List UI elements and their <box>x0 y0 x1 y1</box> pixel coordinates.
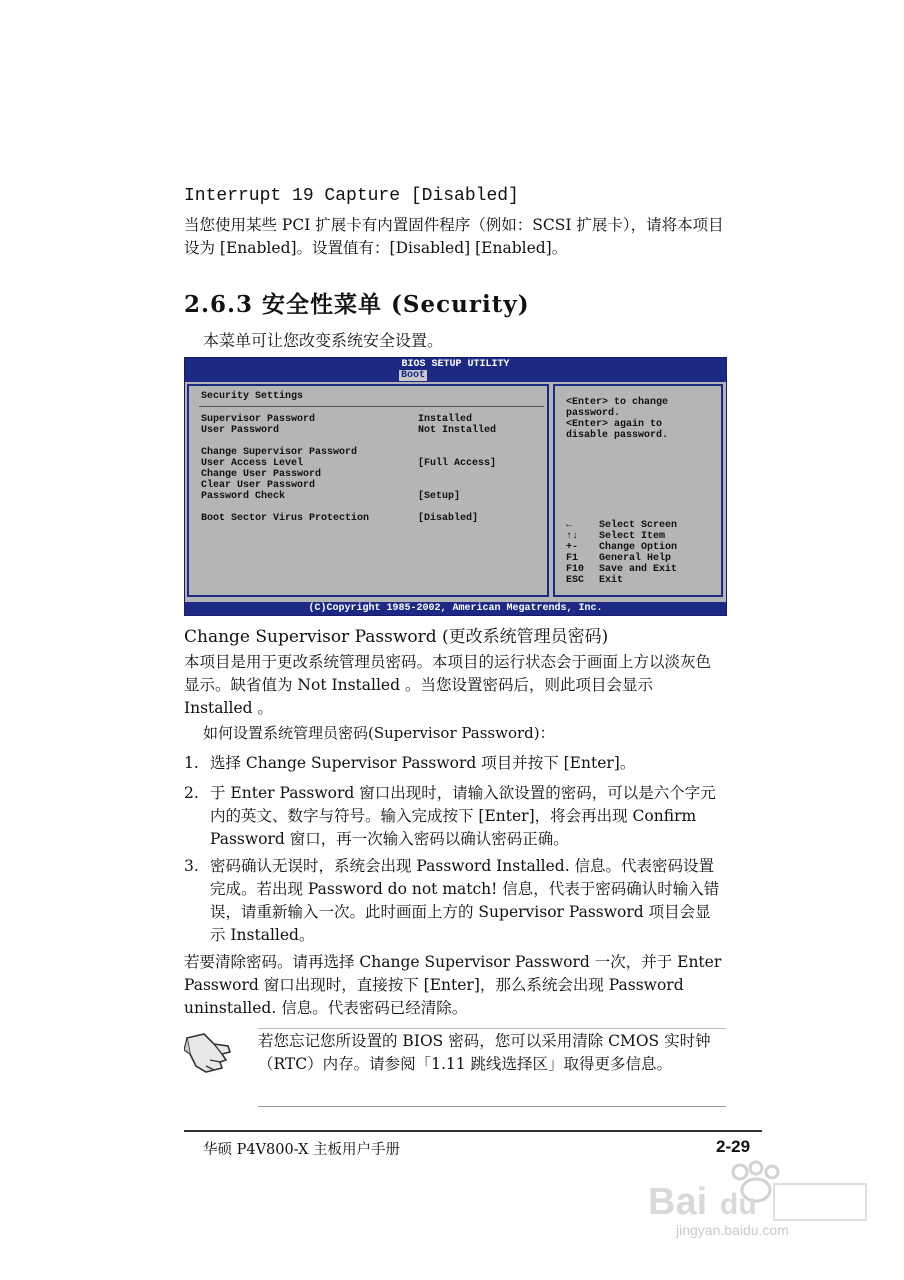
step-text: 选择 Change Supervisor Password 项目并按下 [Enter]。 <box>210 754 636 772</box>
bios-panel-rule <box>199 406 544 407</box>
bios-row-label: Change User Password <box>201 469 322 480</box>
bios-row-value: Installed <box>418 414 473 425</box>
step-3 <box>184 855 726 947</box>
item-description: 当您使用某些 PCI 扩展卡有内置固件程序（例如：SCSI 扩展卡），请将本项目设为 [Enabled]。设置值有：[Disabled] [Enabled]。 <box>184 216 724 257</box>
subsection-heading: Change Supervisor Password (更改系统管理员密码) <box>184 627 609 647</box>
bios-row-label: Password Check <box>201 491 286 502</box>
bios-row-label: Boot Sector Virus Protection <box>201 513 370 524</box>
bios-row-value: Not Installed <box>418 425 497 436</box>
bios-key: ← <box>566 520 573 531</box>
hand-note-icon <box>184 1030 234 1076</box>
step-number: 2. <box>184 784 199 802</box>
step-number: 1. <box>184 754 199 772</box>
bios-key-action: Exit <box>599 575 624 586</box>
bios-settings-panel <box>187 384 549 597</box>
page-number: 2-29 <box>716 1137 751 1156</box>
bios-key: ↑↓ <box>566 531 579 542</box>
note-top-rule <box>258 1028 726 1029</box>
bios-screenshot <box>184 357 727 616</box>
note-text: 若您忘记您所设置的 BIOS 密码，您可以采用清除 CMOS 实时钟（RTC）内存。请参阅「1.11 跳线选择区」取得更多信息。 <box>258 1032 711 1073</box>
bios-key: +- <box>566 542 579 553</box>
bios-key: ESC <box>566 575 585 586</box>
step-text: 于 Enter Password 窗口出现时，请输入欲设置的密码，可以是六个字元内的英文、数字与符号。输入完成按下 [Enter]，将会再出现 Confirm Password 窗口，再一次输入密码以确认密码正确。 <box>210 784 716 848</box>
bios-row-value: [Disabled] <box>418 513 479 524</box>
section-title: 2.6.3 安全性菜单 (Security) <box>184 291 530 318</box>
howto-line: 如何设置系统管理员密码(Supervisor Password)： <box>203 724 555 742</box>
bios-key-action: Select Item <box>599 531 666 542</box>
bios-key-action: Save and Exit <box>599 564 678 575</box>
footer-rule <box>184 1130 762 1132</box>
bios-title: BIOS SETUP UTILITY <box>401 359 510 370</box>
bios-row-value: [Setup] <box>418 491 461 502</box>
bios-help-line: <Enter> again to <box>566 419 663 430</box>
note-bottom-rule <box>258 1106 726 1107</box>
section-intro: 本菜单可让您改变系统安全设置。 <box>203 331 444 350</box>
bios-copyright-bar: (C)Copyright 1985-2002, American Megatrends, Inc. <box>185 602 726 615</box>
subsection-description: 本项目是用于更改系统管理员密码。本项目的运行状态会于画面上方以淡灰色显示。缺省值为 Not Installed 。当您设置密码后，则此项目会显示 Installed 。 <box>184 653 712 717</box>
bios-key: F1 <box>566 553 579 564</box>
bios-help-line: password. <box>566 408 621 419</box>
footer-manual-title: 华硕 P4V800-X 主板用户手册 <box>203 1142 401 1158</box>
svg-text:Bai: Bai <box>648 1181 708 1223</box>
bios-row-label: User Access Level <box>201 458 304 469</box>
bios-help-line: <Enter> to change <box>566 397 669 408</box>
step-1 <box>184 752 635 775</box>
clear-password-description: 若要清除密码。请再选择 Change Supervisor Password 一次，并于 Enter Password 窗口出现时，直接按下 [Enter]，那么系统会出现 Password uninstalled. 信息。代表密码已经清除。 <box>184 953 722 1017</box>
bios-key: F10 <box>566 564 585 575</box>
bios-panel-header: Security Settings <box>201 391 304 402</box>
bios-row-label: User Password <box>201 425 280 436</box>
step-text: 密码确认无误时，系统会出现 Password Installed. 信息。代表密码设置完成。若出现 Password do not match! 信息，代表于密码确认时输入错误，请重新输入一次。此时画面上方的 Supervisor Password 项目会显示 Installed。 <box>210 857 720 944</box>
bios-row-label: Supervisor Password <box>201 414 316 425</box>
watermark-url: jingyan.baidu.com <box>676 1222 789 1238</box>
item-heading: Interrupt 19 Capture [Disabled] <box>184 186 519 206</box>
step-2 <box>184 782 726 851</box>
step-number: 3. <box>184 857 199 875</box>
bios-key-action: General Help <box>599 553 672 564</box>
bios-tab-boot: Boot <box>401 370 426 381</box>
bios-row-label: Clear User Password <box>201 480 316 491</box>
bios-help-line: disable password. <box>566 430 669 441</box>
bios-help-panel <box>553 384 723 597</box>
bios-row-value: [Full Access] <box>418 458 497 469</box>
bios-key-action: Select Screen <box>599 520 678 531</box>
bios-key-action: Change Option <box>599 542 678 553</box>
svg-text:du: du <box>720 1188 757 1221</box>
bios-row-label: Change Supervisor Password <box>201 447 358 458</box>
